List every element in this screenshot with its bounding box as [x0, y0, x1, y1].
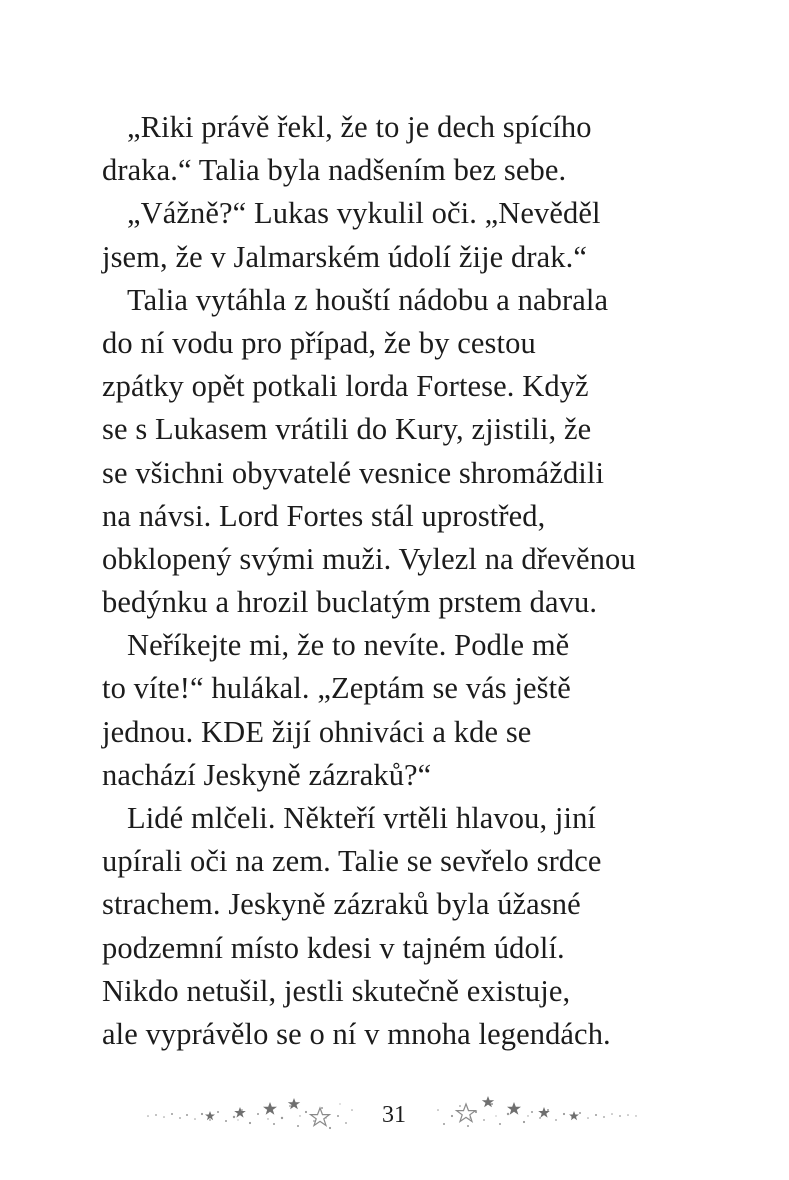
- text-line: Lidé mlčeli. Někteří vrtěli hlavou, jiní: [127, 801, 596, 835]
- page-footer: [0, 1090, 789, 1150]
- text-line: strachem. Jeskyně zázraků byla úžasné: [102, 887, 581, 922]
- text-line: jednou. KDE žijí ohniváci a kde se: [102, 714, 532, 749]
- text-line: to víte!“ hulákal. „Zeptám se vás ještě: [102, 671, 571, 706]
- paragraph-1: [102, 106, 702, 192]
- sparkle-stars-icon: [430, 1090, 650, 1140]
- paragraph-5: [102, 797, 702, 1056]
- text-line: zpátky opět potkali lorda Fortese. Když: [102, 369, 589, 404]
- paragraph-3: [102, 279, 702, 625]
- sparkle-stars-icon: [140, 1090, 360, 1140]
- text-line: se všichni obyvatelé vesnice shromáždili: [102, 455, 605, 490]
- text-line: „Vážně?“ Lukas vykulil oči. „Nevěděl: [127, 196, 601, 231]
- paragraph-4: [102, 624, 702, 797]
- text-line: Neříkejte mi, že to nevíte. Podle mě: [127, 628, 570, 663]
- text-line: na návsi. Lord Fortes stál uprostřed,: [102, 498, 546, 533]
- body-text: [102, 106, 702, 1056]
- text-line: jsem, že v Jalmarském údolí žije drak.“: [102, 239, 587, 274]
- paragraph-2: [102, 192, 702, 278]
- text-line: bedýnku a hrozil buclatým prstem davu.: [102, 585, 598, 620]
- text-line: Nikdo netušil, jestli skutečně existuje,: [102, 973, 571, 1008]
- text-line: podzemní místo kdesi v tajném údolí.: [102, 930, 565, 965]
- text-line: upírali oči na zem. Talie se sevřelo srdce: [102, 844, 602, 879]
- text-line: nachází Jeskyně zázraků?“: [102, 757, 432, 792]
- text-line: Talia vytáhla z houští nádobu a nabrala: [127, 282, 609, 317]
- text-line: „Riki právě řekl, že to je dech spícího: [127, 110, 592, 144]
- text-line: do ní vodu pro případ, že by cestou: [102, 325, 536, 360]
- page-number: 31: [382, 1102, 406, 1128]
- text-line: obklopený svými muži. Vylezl na dřevěnou: [102, 541, 636, 576]
- text-line: se s Lukasem vrátili do Kury, zjistili, že: [102, 412, 592, 447]
- text-line: ale vyprávělo se o ní v mnoha legendách.: [102, 1016, 611, 1051]
- text-line: draka.“ Talia byla nadšením bez sebe.: [102, 153, 567, 188]
